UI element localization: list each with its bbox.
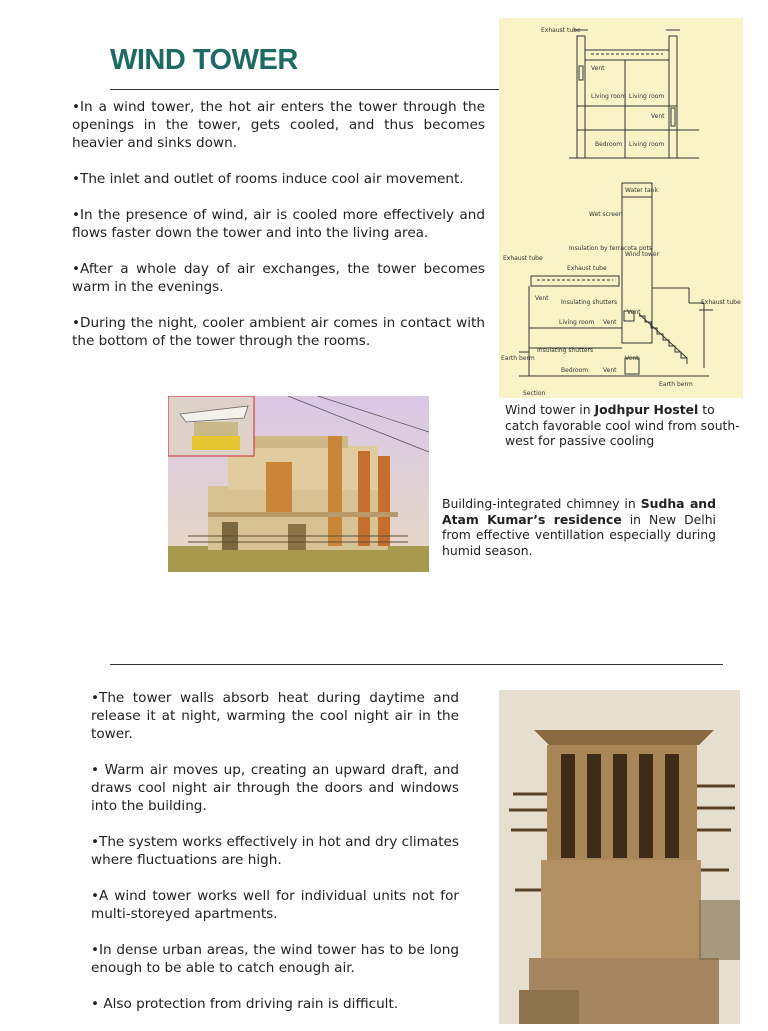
section-divider (110, 664, 723, 665)
diagram-label: Vent (603, 367, 617, 374)
diagram-label: Earth berm (501, 355, 535, 362)
bullet-item: •The inlet and outlet of rooms induce cool air movement. (72, 171, 464, 187)
diagram-label: Earth berm (659, 381, 693, 388)
diagram-label: Living room (591, 93, 627, 100)
diagram-label: Section (523, 390, 546, 397)
bullet-item: •A wind tower works well for individual units not for multi-storeyed apartments. (91, 888, 459, 922)
diagram-label: Vent (591, 65, 605, 72)
diagram-label: Exhaust tube (503, 255, 543, 262)
diagram-label: Vent (651, 113, 665, 120)
diagram-label: Vent (625, 355, 639, 362)
diagram-label: Living room (629, 93, 665, 100)
wind-tower-section-diagram (499, 18, 743, 398)
residence-photo-drawing (168, 396, 429, 572)
diagram-label: Wet screen (589, 211, 623, 218)
residence-photo (168, 396, 429, 572)
hostel-caption: Wind tower in Jodhpur Hostel to catch favorable cool wind from south-west for passive cooling (505, 402, 740, 448)
residence-caption: Building-integrated chimney in Sudha and Atam Kumar’s residence in New Delhi from effective ventillation especially during humid season. (442, 496, 716, 558)
diagram-label: Bedroom (561, 367, 589, 374)
diagram-label: Living room (629, 141, 665, 148)
diagram-label: Exhaust tube (567, 265, 607, 272)
bullet-item: •The system works effectively in hot and dry climates where fluctuations are high. (91, 834, 459, 868)
bullet-item: •In dense urban areas, the wind tower has to be long enough to be able to catch enough air. (91, 942, 459, 976)
bullet-item: •The tower walls absorb heat during daytime and release it at night, warming the cool night air in the tower. (91, 690, 459, 742)
diagram-label: Insulation by terracota pots (569, 245, 652, 252)
diagram-label: Bedroom (595, 141, 623, 148)
bullet-item: •After a whole day of air exchanges, the tower becomes warm in the evenings. (72, 261, 485, 295)
diagram-label: Exhaust tube (541, 27, 581, 34)
bullet-item: • Warm air moves up, creating an upward draft, and draws cool night air through the doors and windows into the building. (91, 762, 459, 814)
page-title: WIND TOWER (110, 44, 298, 76)
title-divider (110, 89, 500, 90)
diagram-label: Insulating shutters (561, 299, 618, 306)
residence-name: Sudha and Atam Kumar’s residence (442, 496, 716, 527)
diagram-label: Wind tower (625, 251, 660, 258)
diagram-label: Exhaust tube (701, 299, 741, 306)
section-drawing (499, 18, 743, 398)
bullet-item: •During the night, cooler ambient air comes in contact with the bottom of the tower through the rooms. (72, 315, 485, 349)
diagram-label: Vent (535, 295, 549, 302)
wind-tower-photo-drawing (499, 690, 740, 1024)
wind-tower-photo (499, 690, 740, 1024)
hostel-name: Jodhpur Hostel (594, 402, 699, 417)
diagram-label: Living room (559, 319, 595, 326)
diagram-label: Vent (627, 309, 641, 316)
diagram-label: Water tank (625, 187, 658, 194)
section1-bullets (72, 98, 485, 368)
bullet-item: •In a wind tower, the hot air enters the tower through the openings in the tower, gets cooled, and thus becomes heavier and sinks down. (72, 99, 485, 151)
diagram-label: Vent (603, 319, 617, 326)
bullet-item: •In the presence of wind, air is cooled more effectively and flows faster down the tower and into the living area. (72, 207, 485, 241)
bullet-item: • Also protection from driving rain is difficult. (91, 996, 399, 1012)
section2-bullets (91, 689, 459, 1031)
diagram-label: Insulating shutters (537, 347, 594, 354)
